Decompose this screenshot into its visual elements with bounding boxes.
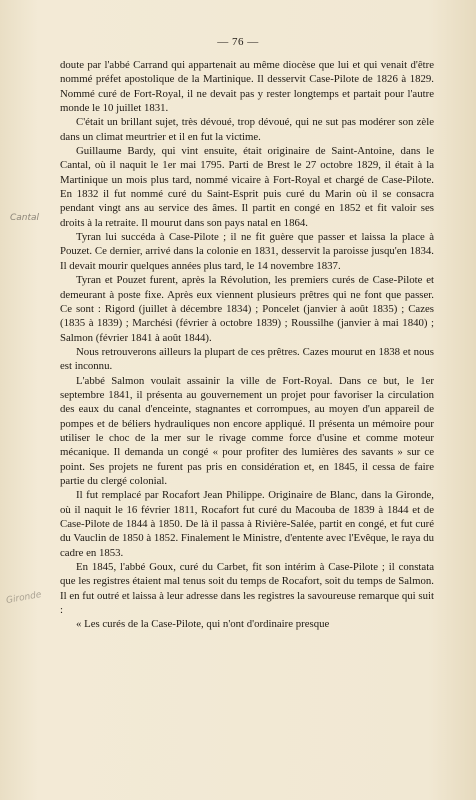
paragraph: Tyran et Pouzet furent, après la Révolution, les premiers curés de Case-Pilote et demeurant à poste fixe. Après eux viennent plusieurs prêtres qui ne font que passer. Ce sont : Rigord (juillet à décembre 1834) ; Poncelet (janvier à août 1835) ; Cazes (1835 à 1839) ; Marchési (février à octobre 1839) ; Roussilhe (janvier à mai 1840) ; Salmon (février 1841 à août 1844). — [60, 274, 434, 344]
paragraph: L'abbé Salmon voulait assainir la ville de Fort-Royal. Dans ce but, le 1er septembre 1841, il présenta au gouvernement un projet pour favoriser la circulation des eaux du canal d'enceinte, stagnantes et corrompues, au moyen d'un appareil de pompes et de béliers hydrauliques non encore appliqué. Il présenta un mémoire pour utiliser le choc de la mer sur le rivage comme force d'usine et comme moteur mécanique. Il demanda un congé « pour profiter des lumières des savants » sur ce point. Ses projets ne furent pas pris en considération et, en 1845, il cessa de faire partie du clergé colonial. — [60, 374, 434, 487]
paragraph: doute par l'abbé Carrand qui appartenait au même diocèse que lui et qui venait d'être nommé préfet apostolique de la Martinique. Il desservit Case-Pilote de 1826 à 1829. Nommé curé de Fort-Royal, il ne devait pas y rester longtemps et partait pour l'autre monde le 10 juillet 1831. — [60, 59, 434, 115]
paragraph: Nous retrouverons ailleurs la plupart de ces prêtres. Cazes mourut en 1838 et nous est inconnu. — [60, 345, 434, 373]
paragraph: Tyran lui succéda à Case-Pilote ; il ne fit guère que passer et laissa la place à Pouzet. Ce dernier, arrivé dans la colonie en 1831, desservit la paroisse jusqu'en 1834. Il devait mourir quelques années plus tard, le 14 novembre 1837. — [60, 231, 434, 272]
paragraph: C'était un brillant sujet, très dévoué, trop dévoué, qui ne sut pas modérer son zèle dans un climat meurtrier et il en fut la victime. — [60, 116, 434, 143]
paragraph: « Les curés de la Case-Pilote, qui n'ont d'ordinaire presque — [76, 618, 330, 631]
paragraph: Il fut remplacé par Rocafort Jean Philippe. Originaire de Blanc, dans la Gironde, où il naquit le 16 février 1811, Rocafort fut curé du Macouba de 1839 à 1844 et de Case-Pilote de 1844 à 1850. De là il passa à Rivière-Salée, partit en congé, et fut curé du Vauclin de 1850 à 1852. Finalement le Ministre, d'entente avec l'Evêque, le raya du cadre en 1853. — [60, 489, 434, 559]
paragraph: Guillaume Bardy, qui vint ensuite, était originaire de Saint-Antoine, dans le Cantal, où il naquit le 1er mai 1795. Parti de Brest le 27 octobre 1829, il était à la Martinique un mois plus tard, nommé vicaire à Fort-Royal et chargé de Case-Pilote. En 1832 il fut nommé curé du Saint-Esprit puis curé du Marin où il se consacra pendant vingt ans au service des âmes. Il partit en congé en 1852 et fit valoir ses droits à la retraite. Il mourut dans son pays natal en 1864. — [60, 145, 434, 229]
margin-note-cantal: Cantal — [10, 213, 40, 223]
paragraph: En 1845, l'abbé Goux, curé du Carbet, fit son intérim à Case-Pilote ; il constata que les registres étaient mal tenus soit du temps de Rocafort, soit du temps de Salmon. Il en fut outré et laissa à leur adresse dans les registres la savoureuse remarque qui suit : — [60, 561, 434, 617]
page-number: — 76 — — [217, 36, 259, 48]
body-text — [60, 58, 434, 632]
margin-note-gironde: Gironde — [5, 589, 43, 607]
